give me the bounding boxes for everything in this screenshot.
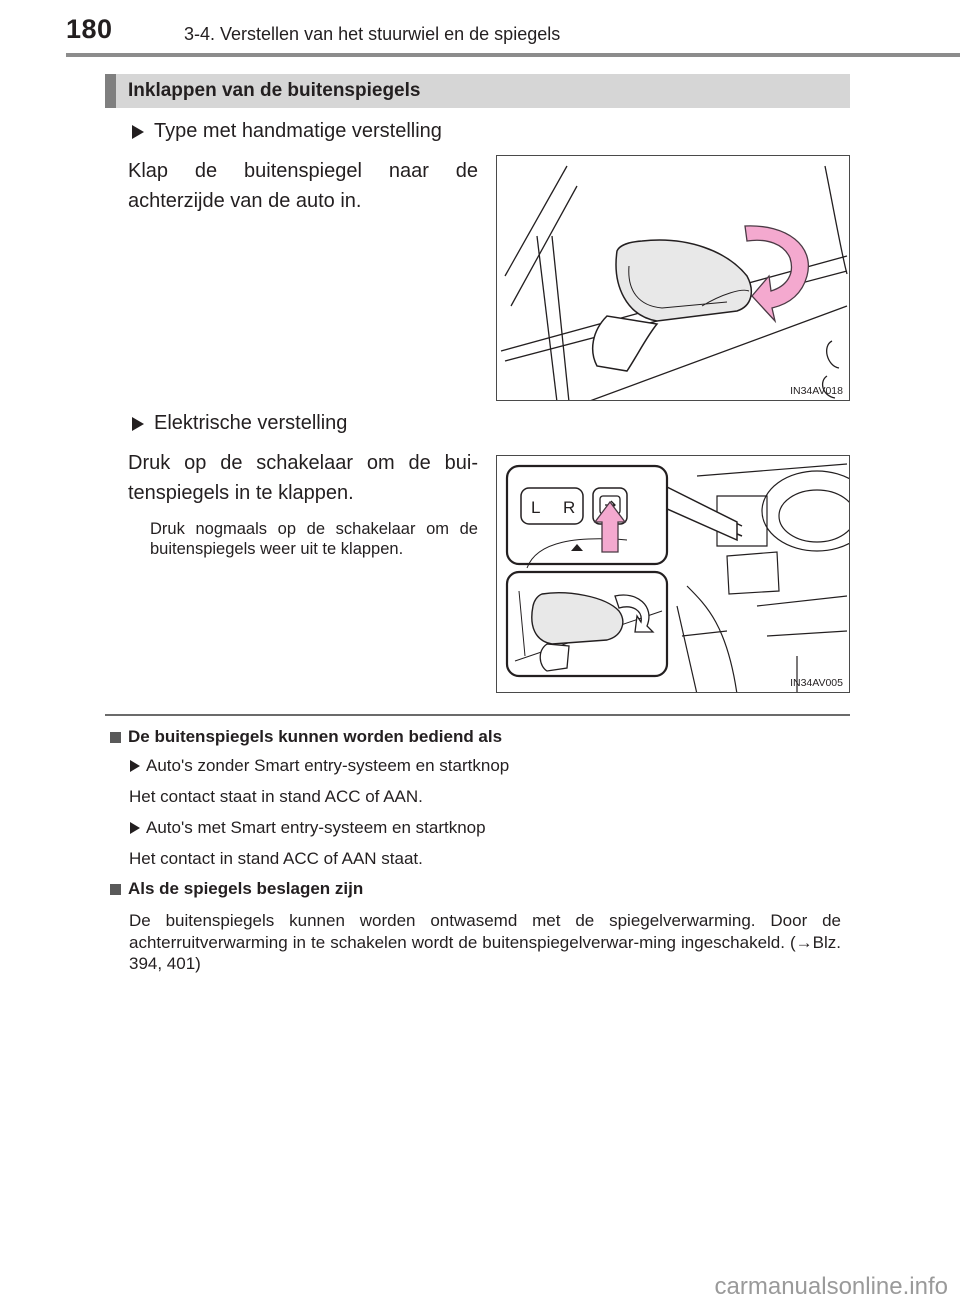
figure-code: IN34AV005 — [790, 677, 843, 689]
triangle-bullet-icon — [130, 760, 140, 772]
manual-type-instruction: Klap de buitenspiegel naar de achterzijde van de auto in. — [128, 160, 478, 212]
chapter-title: 3-4. Verstellen van het stuurwiel en de spiegels — [184, 24, 561, 44]
section-divider — [105, 714, 850, 716]
electric-type-instruction: Druk op de schakelaar om de bui-tenspiegels in te klappen. — [128, 452, 478, 504]
triangle-bullet-icon — [130, 822, 140, 834]
operable-item2-heading — [130, 817, 486, 839]
section-title: Inklappen van de buitenspiegels — [128, 80, 421, 101]
electric-type-heading — [132, 412, 347, 435]
operable-item1-text: Het contact staat in stand ACC of AAN. — [129, 787, 423, 806]
switch-label-r: R — [563, 498, 576, 517]
fogged-heading — [110, 879, 363, 899]
triangle-bullet-icon — [132, 125, 144, 139]
square-bullet-icon — [110, 884, 121, 895]
switch-figure — [496, 455, 850, 693]
mirror-fold-figure — [496, 155, 850, 401]
mirror-fold-illustration — [497, 156, 850, 401]
switch-illustration — [497, 456, 850, 693]
manual-type-heading — [132, 120, 442, 143]
triangle-bullet-icon — [132, 417, 144, 431]
page-number: 180 — [66, 14, 113, 44]
fold-arrow-icon — [745, 226, 808, 321]
manual-type-heading-text: Type met handmatige verstelling — [154, 120, 442, 142]
operable-item1-heading-text: Auto's zonder Smart entry-systeem en startknop — [146, 756, 510, 775]
fogged-text: De buitenspiegels kunnen worden ontwasemd met de spiegelverwarming. Door de achterruitverwarming in te schakelen wordt de buitenspiegelverwar-ming ingeschakeld. (→Blz. 394, 401) — [129, 911, 841, 973]
fogged-heading-text: Als de spiegels beslagen zijn — [128, 879, 364, 898]
footer-watermark: carmanualsonline.info — [714, 1273, 948, 1300]
electric-type-note: Druk nogmaals op de schakelaar om de buitenspiegels weer uit te klappen. — [150, 520, 478, 558]
figure-code: IN34AV018 — [790, 385, 843, 397]
operable-heading — [110, 727, 502, 747]
header-divider — [66, 53, 960, 57]
operable-heading-text: De buitenspiegels kunnen worden bediend als — [128, 727, 503, 746]
square-bullet-icon — [110, 732, 121, 743]
operable-item2-heading-text: Auto's met Smart entry-systeem en startknop — [146, 818, 486, 837]
switch-label-l: L — [531, 498, 541, 517]
operable-item2-text: Het contact in stand ACC of AAN staat. — [129, 849, 423, 868]
section-heading-box — [105, 74, 850, 108]
operable-item1-heading — [130, 755, 509, 777]
electric-type-heading-text: Elektrische verstelling — [154, 412, 348, 434]
